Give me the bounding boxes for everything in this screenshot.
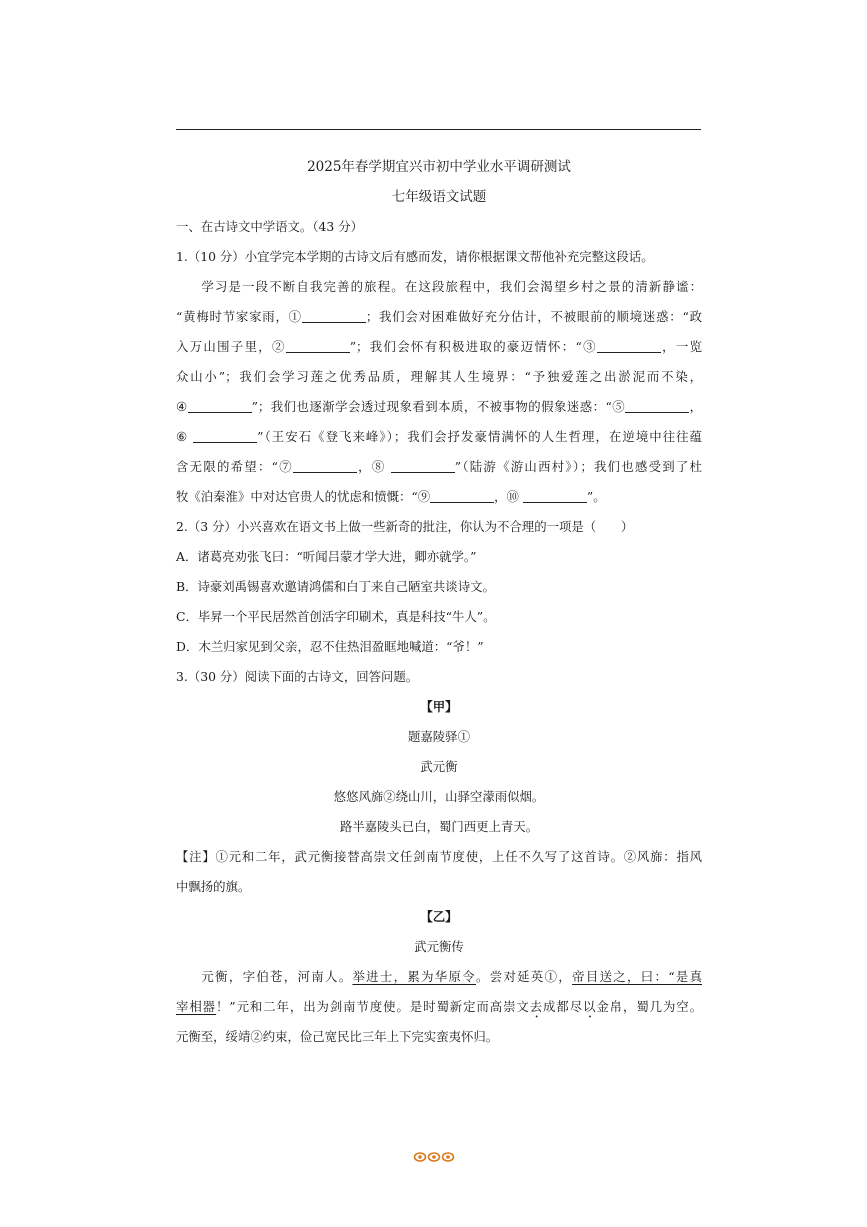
- question-3-stem: 3.（30 分）阅读下面的古诗文，回答问题。: [176, 669, 419, 684]
- emphasized-char: 以: [583, 999, 597, 1014]
- q1-paragraph-line: ④ ”；我们也逐渐学会透过现象看到本质，不被事物的假象迷惑：“⑤ ，: [176, 399, 703, 414]
- fill-blank-2[interactable]: [286, 340, 350, 353]
- emphasized-char: 去: [529, 999, 544, 1014]
- passage-line: 元衡，字伯苍，河南人。举进士，累为华原令。尝对延英①，帝目送之，曰：“是真: [201, 969, 703, 984]
- question-2-stem: 2.（3 分）小兴喜欢在语文书上做一些新奇的批注，你认为不合理的一项是（ ）: [176, 519, 634, 534]
- underlined-sentence: 宰相器: [176, 999, 216, 1014]
- fill-blank-9[interactable]: [430, 490, 494, 503]
- q1-paragraph-line: ⑥ ”（王安石《登飞来峰》）；我们会抒发豪情满怀的人生哲理，在逆境中往往蕴: [176, 429, 703, 444]
- q1-paragraph-line: “黄梅时节家家雨，① ；我们会对困难做好充分估计，不被眼前的顺境迷惑：“政: [176, 309, 702, 324]
- passage-jia-label: 【甲】: [420, 699, 458, 714]
- option-a[interactable]: A．诸葛亮劝张飞曰：“听闻吕蒙才学大进，卿亦就学。”: [176, 549, 477, 564]
- question-1-stem: 1.（10 分）小宜学完本学期的古诗文后有感而发，请你根据课文帮他补充完整这段话。: [176, 249, 654, 264]
- poem-title: 题嘉陵驿①: [408, 729, 470, 744]
- poem-line: 悠悠风旆②绕山川，山驿空濛雨似烟。: [333, 789, 545, 804]
- option-c[interactable]: C．毕昇一个平民居然首创活字印刷术，真是科技“牛人”。: [176, 609, 496, 624]
- underlined-sentence: 举进士，累为华原令: [352, 969, 476, 984]
- fill-blank-5[interactable]: [625, 400, 689, 413]
- q1-paragraph-line: 学习是一段不断自我完善的旅程。在这段旅程中，我们会渴望乡村之景的清新静谧：: [201, 279, 702, 294]
- q1-paragraph-line: 入万山围子里，② ”；我们会怀有积极进取的豪迈情怀：“③ ，一览: [176, 339, 703, 354]
- fill-blank-1[interactable]: [302, 310, 366, 323]
- poem-author: 武元衡: [420, 759, 458, 774]
- header-rule: [176, 129, 701, 130]
- passage-line: 宰相器！”元和二年，出为剑南节度使。是时蜀新定而高崇文去成都尽以金帛，蜀几为空。: [176, 999, 703, 1014]
- fill-blank-8[interactable]: [391, 460, 455, 473]
- poem-note: 【注】①元和二年，武元衡接替高崇文任剑南节度使，上任不久写了这首诗。②风旆：指风: [176, 849, 702, 864]
- q1-paragraph-line: 含无限的希望：“⑦ ，⑧ ”（陆游《游山西村》）；我们也感受到了杜: [176, 459, 702, 474]
- poem-line: 路半嘉陵头已白，蜀门西更上青天。: [339, 819, 539, 834]
- option-b[interactable]: B．诗豪刘禹锡喜欢邀请鸿儒和白丁来自己陋室共谈诗文。: [176, 579, 495, 594]
- section-heading: 一、在古诗文中学语文。（43 分）: [176, 219, 363, 234]
- exam-subtitle: 七年级语文试题: [391, 189, 487, 205]
- fill-blank-6[interactable]: [193, 430, 257, 443]
- poem-note: 中飘扬的旗。: [176, 879, 251, 894]
- fill-blank-3[interactable]: [597, 340, 661, 353]
- footer-logo-icon: [413, 1150, 455, 1164]
- exam-title: 2025年春学期宜兴市初中学业水平调研测试: [307, 159, 571, 175]
- fill-blank-10[interactable]: [523, 490, 587, 503]
- passage-yi-label: 【乙】: [420, 909, 458, 924]
- q1-paragraph-line: 众山小”；我们会学习莲之优秀品质，理解其人生境界：“予独爱莲之出淤泥而不染，: [176, 369, 702, 384]
- fill-blank-7[interactable]: [293, 460, 357, 473]
- passage-line: 元衡至，绥靖②约束，俭己宽民比三年上下完实蛮夷怀归。: [176, 1029, 499, 1044]
- option-d[interactable]: D．木兰归家见到父亲，忍不住热泪盈眶地喊道：“爷！”: [176, 639, 484, 654]
- document-page: [176, 152, 702, 1052]
- passage-title: 武元衡传: [414, 939, 464, 954]
- fill-blank-4[interactable]: [188, 400, 252, 413]
- q1-paragraph-line: 牧《泊秦淮》中对达官贵人的忧虑和愤慨：“⑨ ，⑩ ”。: [176, 489, 606, 504]
- underlined-sentence: 帝目送之，曰：“是真: [572, 969, 703, 984]
